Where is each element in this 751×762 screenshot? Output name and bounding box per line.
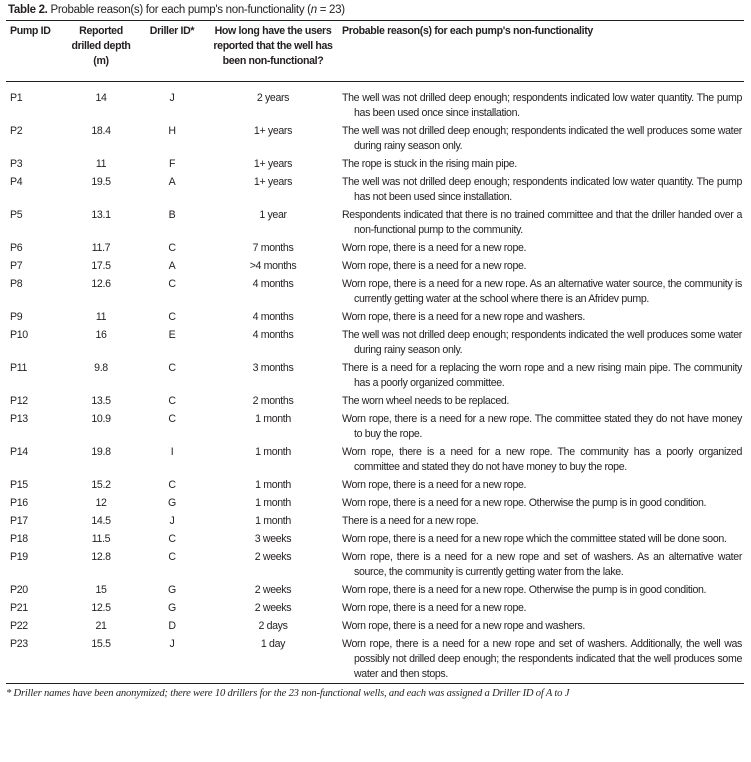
- cell-duration: 1 month: [255, 413, 291, 426]
- caption-text: Probable reason(s) for each pump's non-functionality (: [50, 4, 311, 16]
- table-row: [6, 359, 744, 392]
- cell-driller-id: E: [168, 329, 176, 342]
- table-row: [6, 239, 744, 257]
- cell-duration: 1+ years: [253, 125, 293, 138]
- cell-duration: 2 years: [256, 92, 290, 105]
- cell-pump-id: P21: [10, 602, 28, 615]
- cell-depth: 13.1: [91, 209, 111, 222]
- cell-driller-id: G: [168, 584, 176, 597]
- cell-driller-id: D: [168, 620, 176, 633]
- cell-driller-id: A: [168, 260, 176, 273]
- header-duration: How long have the users reported that the well has been non-functional?: [213, 25, 333, 67]
- cell-duration: 2 weeks: [254, 551, 292, 564]
- cell-depth: 12: [95, 497, 107, 510]
- table-row: [6, 581, 744, 599]
- header-row: [6, 21, 744, 82]
- cell-reason: The well was not drilled deep enough; respondents indicated the well produces some water during rainy season only.: [342, 329, 742, 357]
- cell-pump-id: P16: [10, 497, 28, 510]
- table-row: [6, 257, 744, 275]
- table-row: [6, 155, 744, 173]
- table-row: [6, 512, 744, 530]
- table-row: [6, 275, 744, 308]
- cell-reason: Worn rope, there is a need for a new rope.: [342, 260, 527, 273]
- cell-reason: Worn rope, there is a need for a new rope. The committee stated they do not have money to buy the rope.: [342, 413, 742, 441]
- table-row: [6, 326, 744, 359]
- cell-duration: 1 day: [260, 638, 286, 651]
- cell-depth: 9.8: [94, 362, 108, 375]
- cell-pump-id: P13: [10, 413, 28, 426]
- cell-driller-id: C: [168, 551, 176, 564]
- cell-driller-id: C: [168, 395, 176, 408]
- cell-duration: 1+ years: [253, 176, 293, 189]
- cell-duration: 2 months: [252, 395, 294, 408]
- cell-duration: 1+ years: [253, 158, 293, 171]
- table-row: [6, 308, 744, 326]
- cell-driller-id: C: [168, 479, 176, 492]
- cell-duration: 1 month: [255, 497, 291, 510]
- cell-depth: 17.5: [91, 260, 111, 273]
- cell-reason: Worn rope, there is a need for a new rope.: [342, 479, 527, 492]
- cell-reason: Worn rope, there is a need for a new rope. As an alternative water source, the community is currently getting water at the school where there is an Afridev pump.: [342, 278, 742, 306]
- cell-reason: The well was not drilled deep enough; respondents indicated low water quantity. The pump has not been used since installation.: [342, 176, 742, 204]
- table-row: [6, 494, 744, 512]
- cell-driller-id: F: [168, 158, 176, 171]
- cell-reason: There is a need for a new rope.: [342, 515, 479, 528]
- cell-pump-id: P17: [10, 515, 28, 528]
- table-row: [6, 82, 744, 123]
- cell-driller-id: G: [168, 602, 176, 615]
- table-row: [6, 443, 744, 476]
- cell-pump-id: P10: [10, 329, 28, 342]
- cell-reason: Worn rope, there is a need for a new rope and set of washers. Additionally, the well was possibly not drilled deep enough; the respondents indicated that the well produces some water and then stops.: [342, 638, 742, 681]
- cell-pump-id: P7: [10, 260, 23, 273]
- cell-pump-id: P19: [10, 551, 28, 564]
- cell-duration: 3 weeks: [254, 533, 292, 546]
- cell-pump-id: P18: [10, 533, 28, 546]
- cell-driller-id: H: [168, 125, 176, 138]
- cell-driller-id: G: [168, 497, 176, 510]
- cell-depth: 15.2: [91, 479, 111, 492]
- cell-driller-id: B: [168, 209, 176, 222]
- cell-depth: 16: [95, 329, 107, 342]
- cell-pump-id: P22: [10, 620, 28, 633]
- table-row: [6, 122, 744, 155]
- cell-pump-id: P12: [10, 395, 28, 408]
- cell-pump-id: P6: [10, 242, 23, 255]
- table-row: [6, 173, 744, 206]
- cell-reason: Worn rope, there is a need for a new rope.: [342, 602, 527, 615]
- table-row: [6, 617, 744, 635]
- cell-driller-id: C: [168, 278, 176, 291]
- cell-reason: Worn rope, there is a need for a new rope. The community has a poorly organized committee and stated they do not have money to buy the rope.: [342, 446, 742, 474]
- cell-depth: 18.4: [91, 125, 111, 138]
- cell-duration: 2 days: [258, 620, 288, 633]
- table-row: [6, 392, 744, 410]
- cell-driller-id: A: [168, 176, 176, 189]
- cell-pump-id: P14: [10, 446, 28, 459]
- pump-table: [6, 20, 744, 684]
- cell-depth: 14.5: [91, 515, 111, 528]
- cell-depth: 12.8: [91, 551, 111, 564]
- cell-reason: Worn rope, there is a need for a new rope.: [342, 242, 527, 255]
- cell-depth: 14: [95, 92, 107, 105]
- cell-pump-id: P9: [10, 311, 23, 324]
- cell-duration: 4 months: [252, 311, 294, 324]
- cell-depth: 11.5: [91, 533, 111, 546]
- table-row: [6, 599, 744, 617]
- table-row: [6, 530, 744, 548]
- cell-driller-id: C: [168, 311, 176, 324]
- cell-reason: There is a need for a replacing the worn rope and a new rising main pipe. The community has a poorly organized committee.: [342, 362, 742, 390]
- cell-pump-id: P2: [10, 125, 23, 138]
- cell-duration: 1 year: [259, 209, 287, 222]
- cell-reason: Worn rope, there is a need for a new rope. Otherwise the pump is in good condition.: [342, 584, 707, 597]
- cell-depth: 11.7: [91, 242, 111, 255]
- table-row: [6, 548, 744, 581]
- table-row: [6, 410, 744, 443]
- cell-reason: The rope is stuck in the rising main pipe.: [342, 158, 517, 171]
- cell-pump-id: P20: [10, 584, 28, 597]
- header-reason: Probable reason(s) for each pump's non-functionality: [342, 25, 593, 37]
- footnote: * Driller names have been anonymized; there were 10 drillers for the 23 non-functional wells, and each was assigned a Driller ID of A to J: [6, 688, 570, 700]
- cell-depth: 19.5: [91, 176, 111, 189]
- cell-pump-id: P15: [10, 479, 28, 492]
- cell-duration: 2 weeks: [254, 602, 292, 615]
- cell-depth: 21: [95, 620, 107, 633]
- cell-duration: 1 month: [255, 446, 291, 459]
- cell-pump-id: P8: [10, 278, 23, 291]
- cell-driller-id: J: [169, 515, 175, 528]
- header-pump-id: Pump ID: [10, 25, 51, 37]
- cell-duration: 3 months: [252, 362, 294, 375]
- cell-pump-id: P1: [10, 92, 23, 105]
- cell-duration: >4 months: [249, 260, 297, 273]
- cell-driller-id: C: [168, 413, 176, 426]
- caption-label: Table 2.: [8, 4, 48, 16]
- caption-tail: = 23): [316, 4, 345, 16]
- cell-duration: 1 month: [255, 479, 291, 492]
- cell-driller-id: I: [170, 446, 174, 459]
- header-depth: Reported drilled depth (m): [71, 25, 131, 67]
- table-row: [6, 635, 744, 684]
- cell-pump-id: P11: [10, 362, 28, 375]
- cell-reason: The well was not drilled deep enough; respondents indicated low water quantity. The pump has been used once since installation.: [342, 92, 742, 120]
- caption-n: n: [310, 4, 317, 16]
- cell-depth: 11: [95, 158, 107, 171]
- cell-reason: The well was not drilled deep enough; respondents indicated the well produces some water during rainy season only.: [342, 125, 742, 153]
- cell-reason: The worn wheel needs to be replaced.: [342, 395, 510, 408]
- cell-pump-id: P5: [10, 209, 23, 222]
- cell-duration: 7 months: [252, 242, 294, 255]
- cell-reason: Worn rope, there is a need for a new rope which the committee stated will be done soon.: [342, 533, 727, 546]
- cell-driller-id: C: [168, 242, 176, 255]
- table-row: [6, 206, 744, 239]
- cell-reason: Respondents indicated that there is no trained committee and that the driller handed over a non-functional pump to the community.: [342, 209, 742, 237]
- cell-reason: Worn rope, there is a need for a new rope and washers.: [342, 620, 585, 633]
- cell-duration: 4 months: [252, 278, 294, 291]
- cell-reason: Worn rope, there is a need for a new rope. Otherwise the pump is in good condition.: [342, 497, 707, 510]
- table-row: [6, 476, 744, 494]
- cell-reason: Worn rope, there is a need for a new rope and set of washers. As an alternative water source, the community is currently getting water from the lake.: [342, 551, 742, 579]
- cell-duration: 1 month: [255, 515, 291, 528]
- header-driller: Driller ID*: [149, 25, 195, 37]
- cell-depth: 12.5: [91, 602, 111, 615]
- cell-pump-id: P3: [10, 158, 23, 171]
- cell-depth: 11: [95, 311, 107, 324]
- cell-driller-id: J: [169, 92, 175, 105]
- cell-pump-id: P4: [10, 176, 23, 189]
- cell-depth: 15.5: [91, 638, 111, 651]
- cell-driller-id: J: [169, 638, 175, 651]
- cell-depth: 13.5: [91, 395, 111, 408]
- cell-reason: Worn rope, there is a need for a new rope and washers.: [342, 311, 585, 324]
- cell-duration: 4 months: [252, 329, 294, 342]
- cell-driller-id: C: [168, 362, 176, 375]
- cell-depth: 10.9: [91, 413, 111, 426]
- cell-driller-id: C: [168, 533, 176, 546]
- table-caption: [8, 4, 745, 16]
- cell-depth: 15: [95, 584, 107, 597]
- cell-pump-id: P23: [10, 638, 28, 651]
- cell-depth: 12.6: [91, 278, 111, 291]
- cell-duration: 2 weeks: [254, 584, 292, 597]
- cell-depth: 19.8: [91, 446, 111, 459]
